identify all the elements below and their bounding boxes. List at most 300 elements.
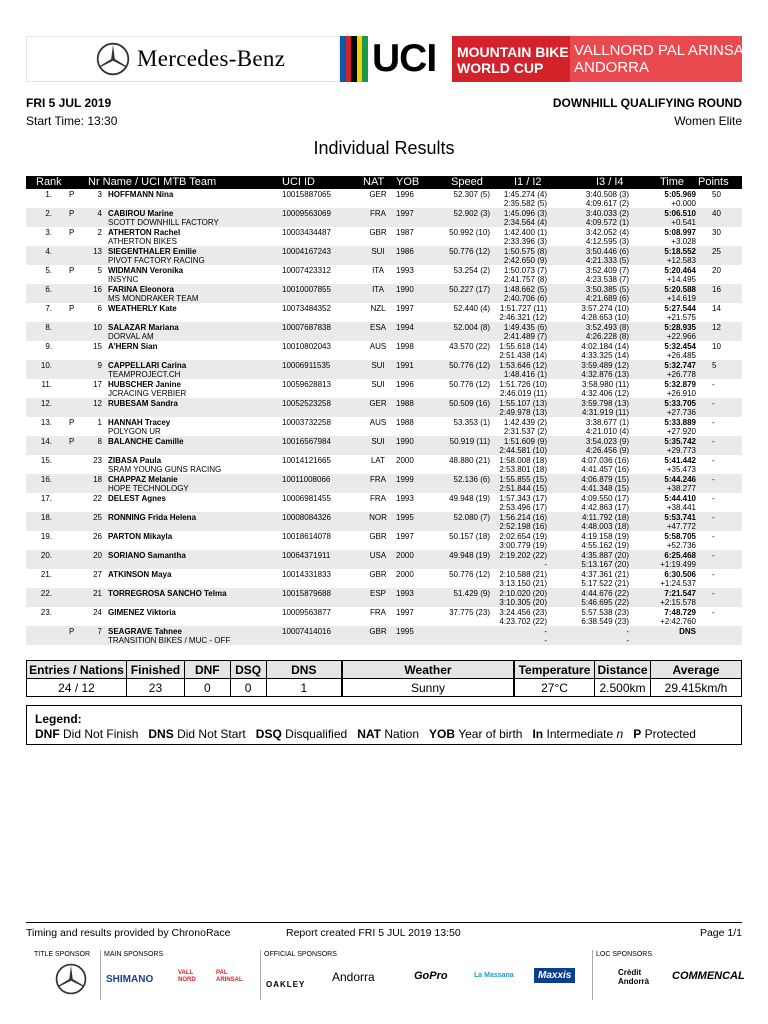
- team-name: TEAMPROJECT.CH: [108, 370, 181, 379]
- uci-id: 10008084326: [282, 513, 331, 522]
- intermediate-3: 4:02.184 (14): [581, 342, 629, 351]
- finish-time: 5:06.510: [664, 209, 696, 218]
- nation: GBR: [369, 627, 387, 636]
- bib-number: 2: [97, 228, 102, 237]
- points: 16: [712, 285, 721, 294]
- nation: SUI: [371, 380, 385, 389]
- nation: ITA: [372, 266, 384, 275]
- bib-number: 27: [93, 570, 102, 579]
- nation: USA: [369, 551, 387, 560]
- intermediate-3: 4:44.676 (22): [581, 589, 629, 598]
- points: -: [712, 532, 715, 541]
- uci-wordmark: UCI: [372, 37, 437, 80]
- dnf-header: DNF: [184, 661, 230, 679]
- intermediate-2: 3:13.150 (21): [499, 579, 547, 588]
- rider-name: CABIROU Marine: [108, 209, 174, 218]
- col-i1-i2: I1 / I2: [514, 176, 542, 188]
- mercedes-star-icon: [95, 41, 131, 77]
- weather-header: Weather: [343, 661, 514, 679]
- footer-divider: [26, 922, 742, 923]
- vallnord-logo: VALL NORD: [178, 970, 196, 983]
- table-row: [26, 569, 742, 588]
- dns-header: DNS: [266, 661, 341, 679]
- table-row: [26, 208, 742, 227]
- intermediate-2: 4:23.702 (22): [499, 617, 547, 626]
- finish-time: 5:33.705: [664, 399, 696, 408]
- finished-value: 23: [126, 679, 184, 697]
- time-gap: +26.910: [666, 389, 696, 398]
- intermediate-1: 1:42.439 (2): [503, 418, 547, 427]
- intermediate-1: 3:24.456 (23): [499, 608, 547, 617]
- col-rank: Rank: [36, 176, 62, 188]
- finish-time: 5:58.705: [664, 532, 696, 541]
- gopro-logo: GoPro: [414, 970, 448, 982]
- points: 30: [712, 228, 721, 237]
- nation: SUI: [371, 437, 385, 446]
- uci-id: 10010802043: [282, 342, 331, 351]
- mercedes-star-icon: [54, 962, 88, 996]
- rider-name: DELEST Agnes: [108, 494, 166, 503]
- intermediate-4: 4:28.653 (10): [581, 313, 629, 322]
- rider-name: SIEGENTHALER Emilie: [108, 247, 197, 256]
- table-row: [26, 360, 742, 379]
- year-of-birth: 1990: [396, 285, 414, 294]
- col-nat: NAT: [363, 176, 385, 188]
- legend-abbr: In: [532, 727, 544, 741]
- intermediate-4: 4:09.572 (1): [585, 218, 629, 227]
- legend-items: [35, 726, 741, 742]
- uci-id: 10003434487: [282, 228, 331, 237]
- table-row: [26, 265, 742, 284]
- bib-number: 22: [93, 494, 102, 503]
- intermediate-3: 3:50.446 (6): [585, 247, 629, 256]
- intermediate-1: 1:48.662 (5): [503, 285, 547, 294]
- table-row: [26, 493, 742, 512]
- team-name: POLYGON UR: [108, 427, 161, 436]
- table-row: [26, 474, 742, 493]
- intermediate-2: 2:42.650 (9): [503, 256, 547, 265]
- intermediate-4: 4:23.538 (7): [585, 275, 629, 284]
- table-row: [26, 455, 742, 474]
- intermediate-2: 2:53.801 (18): [499, 465, 547, 474]
- credit-andorra-logo: Crèdit Andorrà: [618, 968, 650, 986]
- year-of-birth: 2000: [396, 551, 414, 560]
- nation: AUS: [369, 342, 387, 351]
- speed: 50.776 (12): [449, 361, 490, 370]
- intermediate-2: 1:48.416 (1): [503, 370, 547, 379]
- bib-number: 9: [97, 361, 102, 370]
- year-of-birth: 1988: [396, 418, 414, 427]
- time-gap: +0.000: [671, 199, 696, 208]
- points: 5: [712, 361, 717, 370]
- rank-cell: 12.: [40, 399, 52, 408]
- finish-time: 5:20.588: [664, 285, 696, 294]
- rider-name: TORREGROSA SANCHO Telma: [108, 589, 227, 598]
- intermediate-4: 6:38.549 (23): [581, 617, 629, 626]
- table-row: [26, 512, 742, 531]
- intermediate-4: 4:41.457 (16): [581, 465, 629, 474]
- finish-time: 5:32.879: [664, 380, 696, 389]
- rank-cell: 23.: [40, 608, 52, 617]
- bib-number: 4: [97, 209, 102, 218]
- uci-id: 10006911535: [282, 361, 331, 370]
- finish-time: 5:28.935: [664, 323, 696, 332]
- points: -: [712, 608, 715, 617]
- bib-number: 15: [93, 342, 102, 351]
- finished-header: Finished: [126, 661, 184, 679]
- team-name: MS MONDRAKER TEAM: [108, 294, 199, 303]
- bib-number: 17: [93, 380, 102, 389]
- rider-name: GIMENEZ Viktoria: [108, 608, 176, 617]
- intermediate-1: 1:58.008 (18): [499, 456, 547, 465]
- intermediate-2: 2:40.706 (6): [503, 294, 547, 303]
- time-gap: +3.028: [671, 237, 696, 246]
- team-name: SRAM YOUNG GUNS RACING: [108, 465, 222, 474]
- nation: ITA: [372, 285, 384, 294]
- time-gap: +27.736: [666, 408, 696, 417]
- nation: SUI: [371, 247, 385, 256]
- finish-time: 5:27.544: [664, 304, 696, 313]
- nation: GBR: [369, 228, 387, 237]
- speed: 52.080 (7): [453, 513, 490, 522]
- intermediate-4: 5:13.167 (20): [581, 560, 629, 569]
- rank-cell: 21.: [40, 570, 52, 579]
- rider-name: SALAZAR Mariana: [108, 323, 179, 332]
- intermediate-4: 4:33.325 (14): [581, 351, 629, 360]
- intermediate-4: -: [626, 636, 629, 645]
- bib-number: 6: [97, 304, 102, 313]
- table-row: [26, 379, 742, 398]
- finish-time: 5:08.997: [664, 228, 696, 237]
- bib-number: 18: [93, 475, 102, 484]
- table-row: [26, 341, 742, 360]
- finish-time: 7:48.729: [664, 608, 696, 617]
- rider-name: PARTON Mikayla: [108, 532, 173, 541]
- intermediate-4: 4:21.689 (6): [585, 294, 629, 303]
- rank-cell: 17.: [40, 494, 52, 503]
- rank-cell: 8.: [45, 323, 52, 332]
- title-sponsor-label: TITLE SPONSOR: [34, 951, 91, 958]
- legend-text: Protected: [644, 727, 696, 741]
- finish-time: 6:30.506: [664, 570, 696, 579]
- intermediate-1: 1:55.618 (14): [499, 342, 547, 351]
- table-row: [26, 284, 742, 303]
- speed: 50.919 (11): [449, 437, 490, 446]
- speed: 50.509 (16): [449, 399, 490, 408]
- intermediate-2: 3:10.305 (20): [499, 598, 547, 607]
- intermediate-1: 1:51.727 (11): [500, 304, 547, 313]
- points: 10: [712, 342, 721, 351]
- speed: 49.948 (19): [449, 494, 490, 503]
- intermediate-4: 4:42.863 (17): [581, 503, 629, 512]
- points: -: [712, 437, 715, 446]
- page-title: Individual Results: [313, 138, 455, 158]
- average-value: 29.415km/h: [651, 679, 742, 697]
- intermediate-4: 4:32.406 (12): [581, 389, 629, 398]
- legend-text: Disqualified: [285, 727, 348, 741]
- nation: GBR: [369, 532, 387, 541]
- intermediate-3: 3:57.274 (10): [581, 304, 629, 313]
- intermediate-3: 3:42.052 (4): [585, 228, 629, 237]
- time-gap: +38.441: [666, 503, 696, 512]
- rank-cell: 13.: [40, 418, 52, 427]
- table-row: [26, 531, 742, 550]
- uci-id: 10007423312: [282, 266, 331, 275]
- finish-time: 5:44.410: [664, 494, 696, 503]
- intermediate-4: 4:26.228 (8): [585, 332, 629, 341]
- uci-id: 10011008066: [282, 475, 331, 484]
- nation: GER: [369, 190, 387, 199]
- col-nr-name: Nr Name / UCI MTB Team: [88, 176, 217, 188]
- year-of-birth: 2000: [396, 456, 414, 465]
- time-gap: +21.575: [666, 313, 696, 322]
- protected-flag: P: [69, 418, 75, 427]
- year-of-birth: 1993: [396, 494, 414, 503]
- points: -: [712, 380, 715, 389]
- intermediate-1: 2:10.588 (21): [499, 570, 547, 579]
- rank-cell: 14.: [40, 437, 52, 446]
- legend-abbr: DNF: [35, 727, 60, 741]
- rider-name: HUBSCHER Janine: [108, 380, 181, 389]
- rider-name: ATKINSON Maya: [108, 570, 172, 579]
- finish-time: DNS: [679, 627, 696, 636]
- intermediate-2: 2:46.019 (11): [500, 389, 547, 398]
- time-gap: +35.473: [666, 465, 696, 474]
- finish-time: 5:05.969: [664, 190, 696, 199]
- intermediate-1: 1:49.435 (6): [503, 323, 547, 332]
- results-table-header: [26, 176, 742, 189]
- year-of-birth: 1993: [396, 589, 414, 598]
- uci-rainbow-stripes: [340, 36, 368, 82]
- intermediate-2: 2:46.321 (12): [499, 313, 547, 322]
- race-stats-table: [514, 660, 742, 697]
- points: 50: [712, 190, 721, 199]
- team-name: DORVAL AM: [108, 332, 154, 341]
- speed: 50.992 (10): [449, 228, 490, 237]
- official-sponsors-label: OFFICIAL SPONSORS: [264, 951, 337, 958]
- sponsor-bar: [26, 944, 745, 1004]
- uci-id: 10004167243: [282, 247, 331, 256]
- bib-number: 12: [93, 399, 102, 408]
- bib-number: 24: [93, 608, 102, 617]
- intermediate-4: 4:21.010 (4): [585, 427, 629, 436]
- col-speed: Speed: [451, 176, 483, 188]
- category: Women Elite: [674, 114, 742, 128]
- finish-time: 5:18.552: [664, 247, 696, 256]
- time-gap: +2:15.578: [660, 598, 696, 607]
- rank-cell: 18.: [40, 513, 52, 522]
- nation: FRA: [370, 608, 386, 617]
- year-of-birth: 1986: [396, 247, 414, 256]
- time-gap: +38.277: [666, 484, 696, 493]
- legend-text: Did Not Finish: [63, 727, 139, 741]
- bib-number: 8: [97, 437, 102, 446]
- bib-number: 13: [93, 247, 102, 256]
- intermediate-1: 1:55.855 (15): [499, 475, 547, 484]
- table-row: [26, 227, 742, 246]
- maxxis-logo: Maxxis: [534, 968, 575, 983]
- table-row: [26, 303, 742, 322]
- rider-name: HANNAH Tracey: [108, 418, 171, 427]
- legend-text: Year of birth: [458, 727, 523, 741]
- points: -: [712, 475, 715, 484]
- intermediate-4: 4:55.162 (19): [581, 541, 629, 550]
- intermediate-2: 2:51.438 (14): [499, 351, 547, 360]
- rider-name: WIDMANN Veronika: [108, 266, 184, 275]
- intermediate-1: 1:51.609 (9): [503, 437, 547, 446]
- time-gap: +22.966: [666, 332, 696, 341]
- world-cup-title: [452, 36, 570, 82]
- uci-id: 10016567984: [282, 437, 331, 446]
- rider-name: A'HERN Sian: [108, 342, 158, 351]
- legend-text: Did Not Start: [177, 727, 246, 741]
- intermediate-2: 2:44.581 (10): [499, 446, 547, 455]
- team-name: SCOTT DOWNHILL FACTORY: [108, 218, 219, 227]
- year-of-birth: 1997: [396, 209, 414, 218]
- intermediate-1: 1:45.096 (3): [503, 209, 547, 218]
- intermediate-3: 3:52.493 (8): [585, 323, 629, 332]
- year-of-birth: 1990: [396, 437, 414, 446]
- bib-number: 20: [93, 551, 102, 560]
- intermediate-3: 3:59.489 (12): [581, 361, 629, 370]
- entries-header: Entries / Nations: [27, 661, 127, 679]
- rider-name: CAPPELLARI Carina: [108, 361, 187, 370]
- rider-name: BALANCHE Camille: [108, 437, 184, 446]
- year-of-birth: 1994: [396, 323, 414, 332]
- venue-line-2: ANDORRA: [574, 59, 650, 76]
- table-row: [26, 322, 742, 341]
- intermediate-3: 4:09.550 (17): [581, 494, 629, 503]
- points: -: [712, 399, 715, 408]
- rank-cell: 9.: [45, 342, 52, 351]
- uci-id: 10007687838: [282, 323, 331, 332]
- intermediate-3: 3:38.677 (1): [585, 418, 629, 427]
- uci-id: 10064371911: [282, 551, 331, 560]
- bib-number: 3: [97, 190, 102, 199]
- team-name: ATHERTON BIKES: [108, 237, 177, 246]
- year-of-birth: 1996: [396, 380, 414, 389]
- speed: 53.353 (1): [453, 418, 490, 427]
- rank-cell: 16.: [40, 475, 52, 484]
- nation: ESP: [369, 589, 386, 598]
- intermediate-3: 3:52.409 (7): [585, 266, 629, 275]
- intermediate-3: 3:58.980 (11): [582, 380, 629, 389]
- team-name: INSYNC: [108, 275, 139, 284]
- col-i3-i4: I3 / I4: [596, 176, 624, 188]
- uci-id: 10010007855: [282, 285, 331, 294]
- intermediate-3: 4:37.361 (21): [581, 570, 629, 579]
- report-created: Report created FRI 5 JUL 2019 13:50: [286, 927, 461, 939]
- rank-cell: 6.: [45, 285, 52, 294]
- event-line-1: MOUNTAIN BIKE: [457, 44, 569, 60]
- intermediate-2: 3:00.779 (19): [499, 541, 547, 550]
- nation: FRA: [370, 475, 386, 484]
- uci-id: 10014121665: [282, 456, 331, 465]
- uci-id: 10007414016: [282, 627, 331, 636]
- table-row: [26, 607, 742, 626]
- rider-name: FARINA Eleonora: [108, 285, 174, 294]
- protected-flag: P: [69, 228, 75, 237]
- bib-number: 7: [97, 627, 102, 636]
- uci-id: 10052523258: [282, 399, 331, 408]
- time-gap: +14.619: [666, 294, 696, 303]
- table-row: [26, 588, 742, 607]
- table-row: [26, 626, 742, 645]
- nation: NOR: [369, 513, 387, 522]
- event-line-2: WORLD CUP: [457, 60, 544, 76]
- nation: NZL: [370, 304, 386, 313]
- table-row: [26, 246, 742, 265]
- intermediate-1: 1:50.073 (7): [503, 266, 547, 275]
- intermediate-2: 2:52.198 (16): [499, 522, 547, 531]
- col-points: Points: [698, 176, 729, 188]
- time-gap: +0.541: [671, 218, 696, 227]
- protected-flag: P: [69, 627, 75, 636]
- rider-name: HOFFMANN Nina: [108, 190, 174, 199]
- year-of-birth: 1998: [396, 342, 414, 351]
- distance-header: Distance: [595, 661, 651, 679]
- points: -: [712, 456, 715, 465]
- intermediate-2: 2:33.396 (3): [503, 237, 547, 246]
- legend-abbr: P: [633, 727, 642, 741]
- legend-abbr: NAT: [357, 727, 381, 741]
- sponsor-divider: [592, 950, 593, 1000]
- time-gap: +29.773: [666, 446, 696, 455]
- legend-text: Nation: [384, 727, 420, 741]
- year-of-birth: 1988: [396, 399, 414, 408]
- time-gap: +2:42.760: [660, 617, 696, 626]
- legend-abbr: DNS: [148, 727, 174, 741]
- protected-flag: P: [69, 209, 75, 218]
- intermediate-1: 1:51.726 (10): [499, 380, 547, 389]
- year-of-birth: 1995: [396, 627, 414, 636]
- legend-title: Legend:: [35, 712, 82, 726]
- intermediate-1: 2:02.654 (19): [499, 532, 547, 541]
- sponsor-divider: [100, 950, 101, 1000]
- finish-time: 5:20.464: [664, 266, 696, 275]
- team-name: PIVOT FACTORY RACING: [108, 256, 205, 265]
- average-header: Average: [651, 661, 742, 679]
- rank-cell: 7.: [45, 304, 52, 313]
- protected-flag: P: [69, 437, 75, 446]
- legend-text: Intermediate: [546, 727, 614, 741]
- bib-number: 1: [97, 418, 102, 427]
- intermediate-2: 2:41.757 (8): [503, 275, 547, 284]
- year-of-birth: 1996: [396, 190, 414, 199]
- finish-time: 5:33.889: [664, 418, 696, 427]
- intermediate-4: 4:41.348 (15): [581, 484, 629, 493]
- nation: GER: [369, 399, 387, 408]
- rank-cell: 4.: [45, 247, 52, 256]
- mercedes-benz-wordmark: Mercedes-Benz: [137, 46, 286, 71]
- rider-name: RONNING Frida Helena: [108, 513, 197, 522]
- rank-cell: 19.: [40, 532, 52, 541]
- year-of-birth: 1995: [396, 513, 414, 522]
- table-row: [26, 417, 742, 436]
- rider-name: SORIANO Samantha: [108, 551, 186, 560]
- speed: 37.775 (23): [449, 608, 490, 617]
- legend-box: [26, 705, 742, 745]
- intermediate-2: 2:34.564 (4): [503, 218, 547, 227]
- time-gap: +52.736: [666, 541, 696, 550]
- nation: AUS: [369, 418, 387, 427]
- year-of-birth: 1987: [396, 228, 414, 237]
- uci-id: 10009563877: [282, 608, 331, 617]
- uci-id: 10014331833: [282, 570, 331, 579]
- main-sponsors-label: MAIN SPONSORS: [104, 951, 164, 958]
- distance-value: 2.500km: [595, 679, 651, 697]
- team-name: HOPE TECHNOLOGY: [108, 484, 189, 493]
